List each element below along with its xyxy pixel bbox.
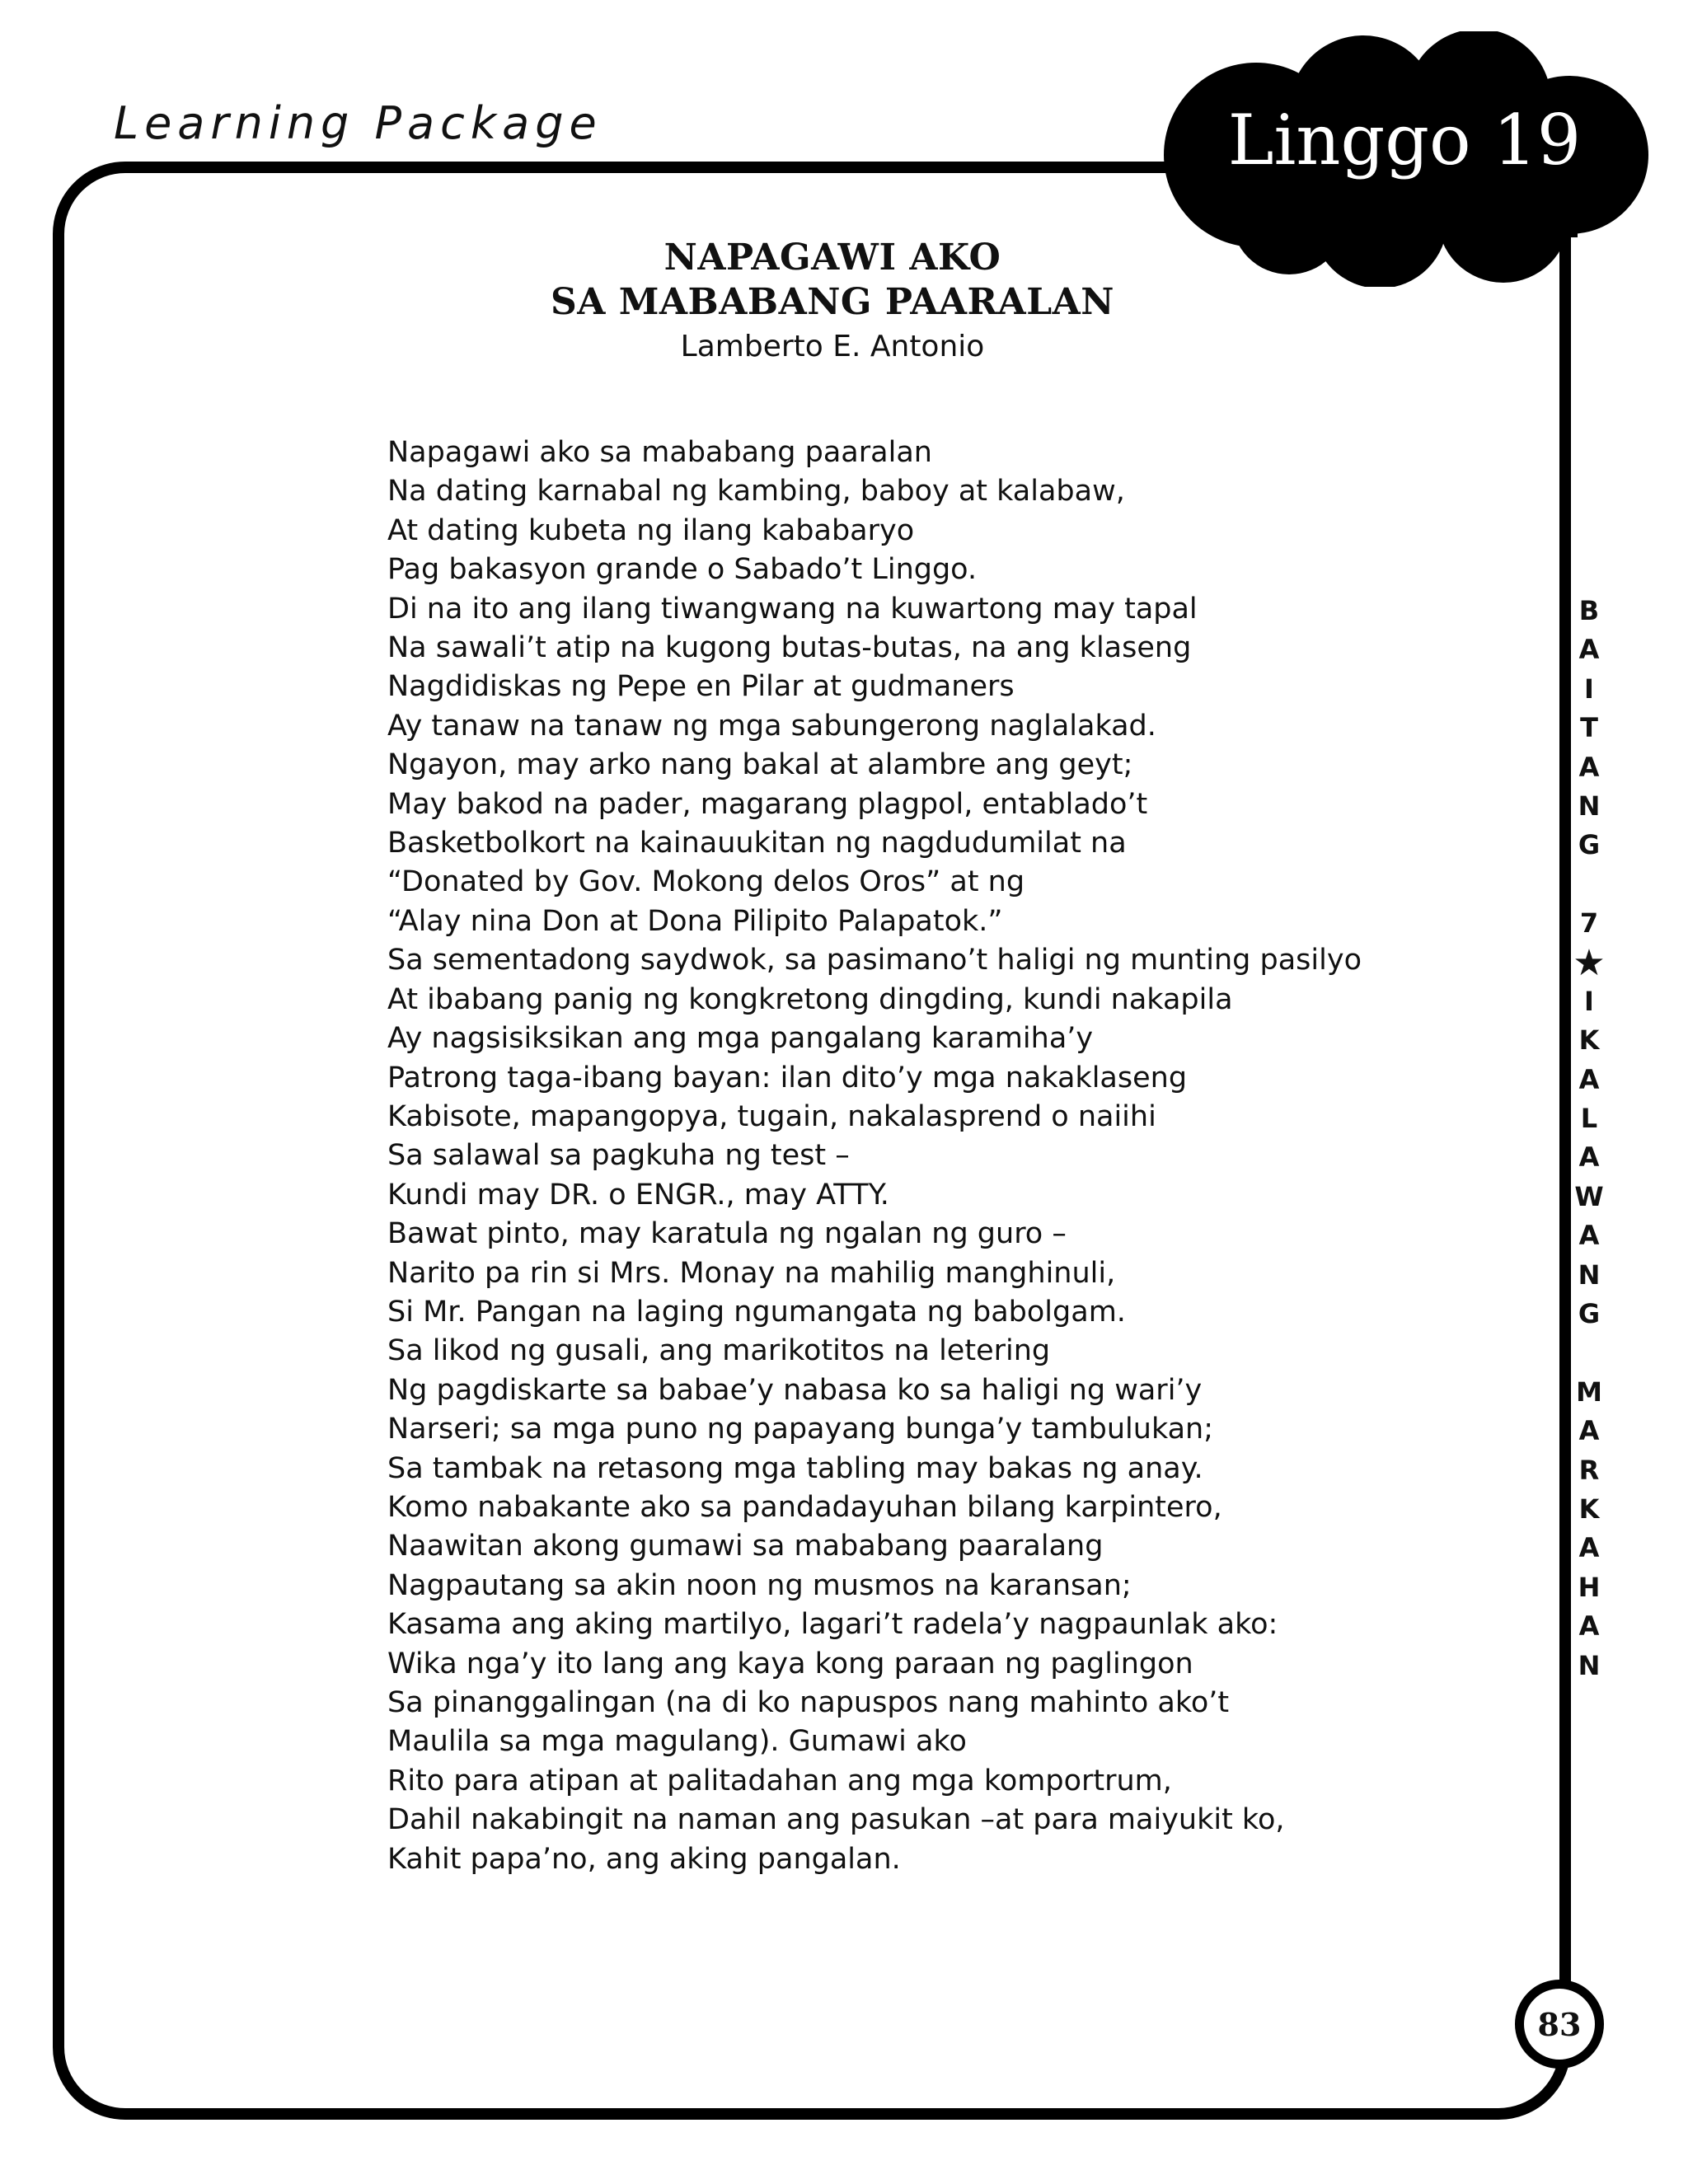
side-letter: H [1578,1571,1601,1603]
poem-line: Sa sementadong saydwok, sa pasimano’t haligi ng munting pasilyo [387,944,1362,977]
poem-line: Dahil nakabingit na naman ang pasukan –at para maiyukit ko, [387,1803,1285,1837]
side-letter: I [1584,673,1594,705]
side-letter: L [1580,1103,1598,1135]
poem-line: Kasama ang aking martilyo, lagari’t radela’y nagpaunlak ako: [387,1608,1278,1642]
side-letter: N [1578,1649,1601,1681]
side-letter [1566,1333,1612,1372]
poem-line: Si Mr. Pangan na laging ngumangata ng babolgam. [387,1295,1126,1329]
poem-line: Kahit papa’no, ang aking pangalan. [387,1842,901,1876]
poem-line: At dating kubeta ng ilang kababaryo [387,513,915,547]
star-icon: ★ [1573,941,1606,984]
poem-line: Na dating karnabal ng kambing, baboy at kalabaw, [387,475,1125,509]
poem-line: Kundi may DR. o ENGR., may ATTY. [387,1178,889,1212]
poem-line: Pag bakasyon grande o Sabado’t Linggo. [387,553,978,587]
side-letter: I [1584,985,1594,1017]
poem-line: Nagpautang sa akin noon ng musmos na karansan; [387,1568,1132,1602]
poem-line: Ay tanaw na tanaw ng mga sabungerong naglalakad. [387,709,1156,743]
poem-author: Lamberto E. Antonio [680,330,985,363]
side-letter: T [1580,712,1598,744]
poem-line: Narseri; sa mga puno ng papayang bunga’y tambulukan; [387,1413,1214,1446]
side-letter: K [1578,1024,1600,1057]
side-grade-label [1566,592,1612,1685]
side-letter: A [1578,1220,1600,1252]
poem-line: Sa pinanggalingan (na di ko napuspos nang mahinto ako’t [387,1686,1230,1719]
side-letter: G [1578,1298,1601,1330]
side-letter: A [1578,1532,1600,1564]
poem-title-line-2: SA MABABANG PAARALAN [550,281,1114,323]
poem-line: Bawat pinto, may karatula ng ngalan ng guro – [387,1217,1067,1251]
poem-body [387,434,1442,1879]
poem-line: “Alay nina Don at Dona Pilipito Palapatok.” [387,904,1003,938]
side-letter: M [1576,1376,1602,1408]
poem-line: Sa likod ng gusali, ang marikotitos na letering [387,1334,1051,1368]
poem-line: Komo nabakante ako sa pandadayuhan bilang karpintero, [387,1490,1222,1524]
poem-line: Napagawi ako sa mababang paaralan [387,436,932,469]
poem-line: “Donated by Gov. Mokong delos Oros” at ng [387,865,1025,899]
poem-line: Maulila sa mga magulang). Gumawi ako [387,1725,967,1759]
side-letter: A [1578,1141,1600,1174]
poem-line: Rito para atipan at palitadahan ang mga komportrum, [387,1764,1172,1797]
poem-header [0,236,1665,368]
side-letter: 7 [1579,907,1599,940]
side-letter: R [1578,1454,1600,1486]
poem-line: Sa salawal sa pagkuha ng test – [387,1139,850,1173]
learning-package-label: Learning Package [114,97,603,149]
side-letter: A [1578,1610,1600,1643]
side-letter: W [1574,1180,1604,1212]
poem-line: Nagdidiskas ng Pepe en Pilar at gudmaners [387,670,1015,704]
side-letter: N [1578,1258,1601,1291]
week-title: Linggo 19 [1227,100,1582,180]
poem-line: Sa tambak na retasong mga tabling may bakas ng anay. [387,1451,1203,1485]
side-letter: B [1578,595,1600,626]
page-number: 83 [1515,1980,1604,2069]
poem-line: Kabisote, mapangopya, tugain, nakalasprend o naiihi [387,1099,1156,1133]
poem-line: Di na ito ang ilang tiwangwang na kuwartong may tapal [387,592,1198,626]
poem-line: Wika nga’y ito lang ang kaya kong paraan ng paglingon [387,1647,1193,1680]
poem-line: Ng pagdiskarte sa babae’y nabasa ko sa haligi ng wari’y [387,1373,1203,1407]
poem-line: At ibabang panig ng kongkretong dingding, kundi nakapila [387,982,1233,1016]
side-letter: A [1578,751,1600,783]
side-letter: K [1578,1493,1600,1525]
poem-line: Narito pa rin si Mrs. Monay na mahilig manghinuli, [387,1256,1116,1290]
poem-title-line-1: NAPAGAWI AKO [663,237,1001,279]
poem-line: Ay nagsisiksikan ang mga pangalang karamiha’y [387,1022,1094,1056]
poem-line: Na sawali’t atip na kugong butas-butas, na ang klaseng [387,631,1192,665]
poem-line: Basketbolkort na kainauukitan ng nagdudumilat na [387,827,1127,860]
side-letter: A [1578,1063,1600,1095]
side-letter [1566,865,1612,904]
poem-line: Naawitan akong gumawi sa mababang paaralang [387,1530,1104,1563]
side-letter: A [1578,634,1600,666]
side-letter: G [1578,829,1601,861]
side-letter: N [1578,790,1601,822]
poem-line: Ngayon, may arko nang bakal at alambre ang geyt; [387,748,1133,782]
poem-line: Patrong taga-ibang bayan: ilan dito’y mga nakaklaseng [387,1061,1188,1094]
side-letter: A [1578,1415,1600,1447]
poem-line: May bakod na pader, magarang plagpol, entablado’t [387,787,1148,821]
